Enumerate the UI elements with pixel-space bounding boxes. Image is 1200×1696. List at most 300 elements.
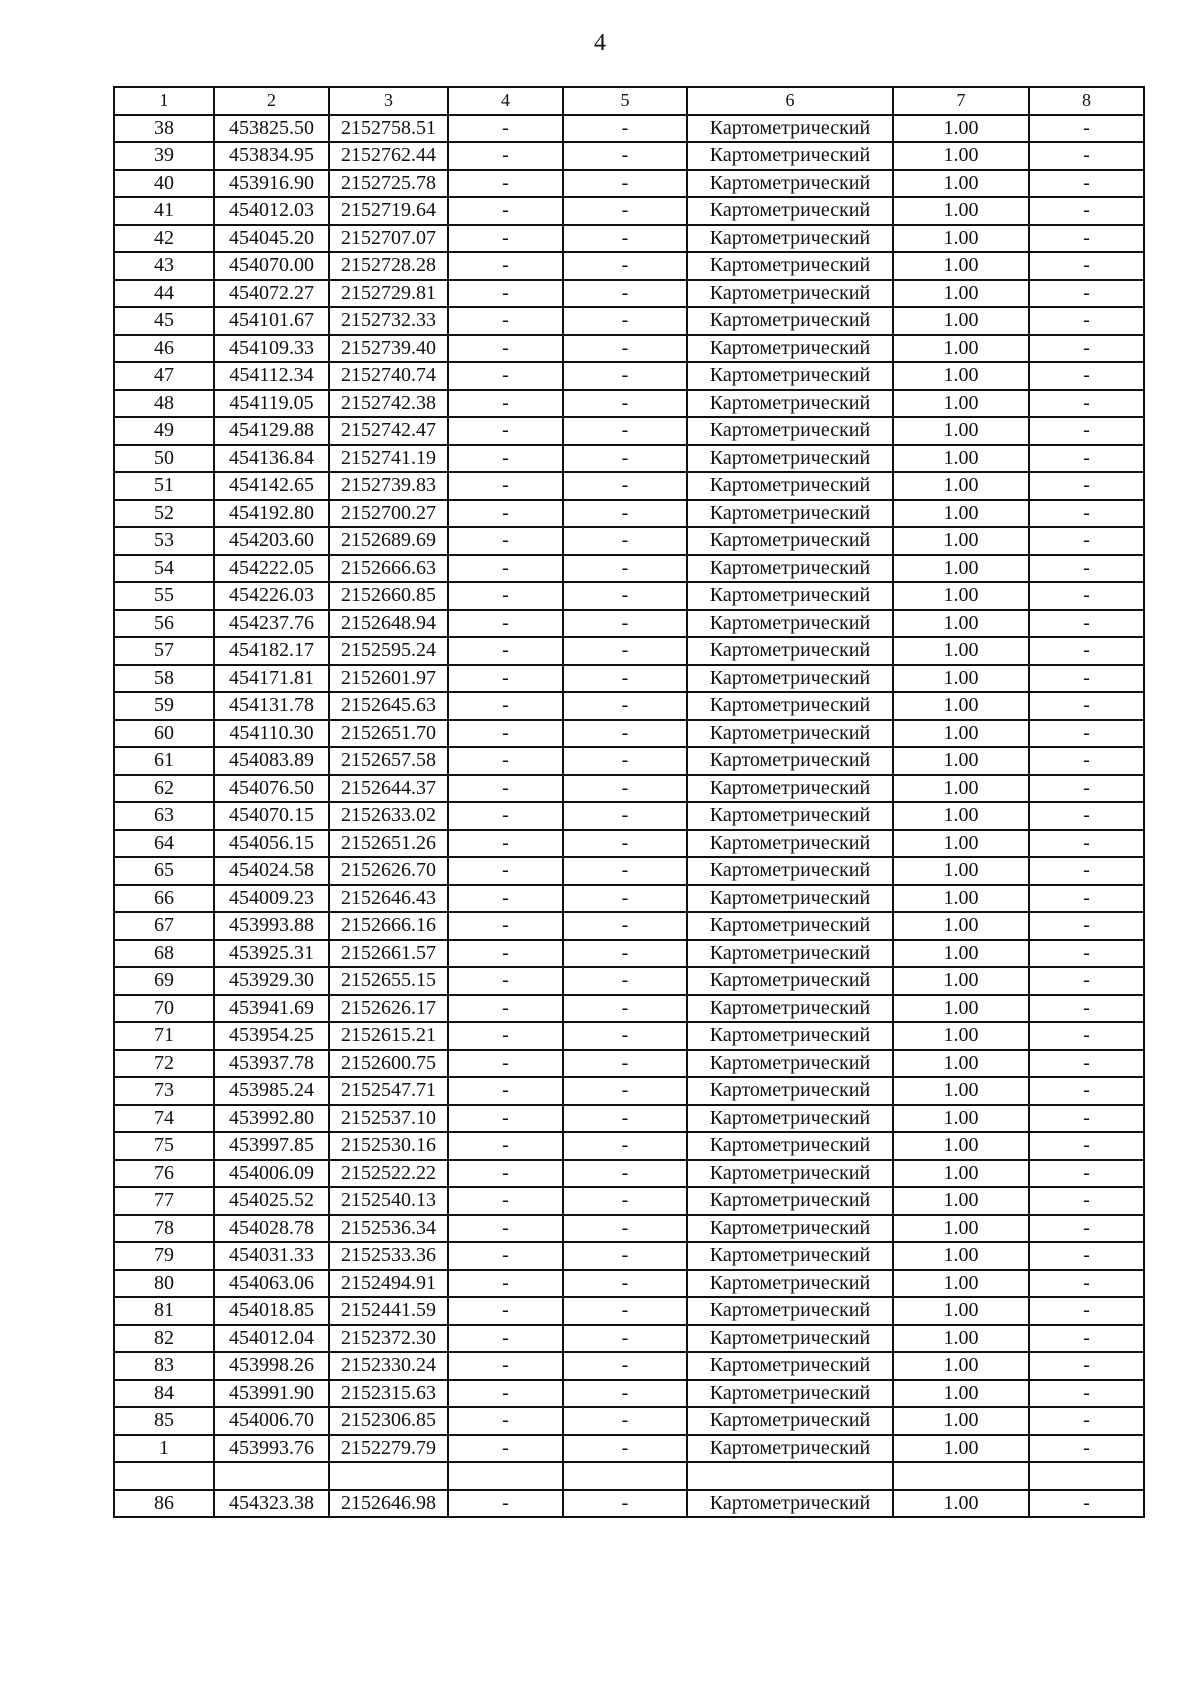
point-number-cell: 55 [114, 582, 214, 610]
precision-cell: 1.00 [893, 802, 1029, 830]
method-cell: Картометрический [687, 1132, 893, 1160]
x-coordinate-cell: 453825.50 [214, 115, 329, 143]
col5-cell: - [563, 390, 687, 418]
col5-cell: - [563, 142, 687, 170]
precision-cell: 1.00 [893, 280, 1029, 308]
col4-cell: - [448, 1215, 563, 1243]
method-cell: Картометрический [687, 747, 893, 775]
col4-cell: - [448, 1297, 563, 1325]
col5-cell: - [563, 472, 687, 500]
table-row [114, 335, 1144, 363]
y-coordinate-cell: 2152740.74 [329, 362, 448, 390]
point-number-cell: 1 [114, 1435, 214, 1463]
x-coordinate-cell: 454182.17 [214, 637, 329, 665]
col5-cell: - [563, 1105, 687, 1133]
table-row [114, 1325, 1144, 1353]
col5-cell: - [563, 1325, 687, 1353]
point-number-cell: 51 [114, 472, 214, 500]
col5-cell: - [563, 967, 687, 995]
x-coordinate-cell: 454024.58 [214, 857, 329, 885]
x-coordinate-cell: 454006.70 [214, 1407, 329, 1435]
table-row [114, 665, 1144, 693]
method-cell: Картометрический [687, 1380, 893, 1408]
x-coordinate-cell: 453991.90 [214, 1380, 329, 1408]
y-coordinate-cell: 2152626.17 [329, 995, 448, 1023]
point-number-cell: 53 [114, 527, 214, 555]
precision-cell: 1.00 [893, 115, 1029, 143]
col4-cell: - [448, 1132, 563, 1160]
table-row [114, 830, 1144, 858]
table-row [114, 857, 1144, 885]
col4-cell: - [448, 1050, 563, 1078]
col8-cell: - [1029, 582, 1144, 610]
y-coordinate-cell: 2152536.34 [329, 1215, 448, 1243]
precision-cell: 1.00 [893, 1215, 1029, 1243]
method-cell: Картометрический [687, 692, 893, 720]
y-coordinate-cell: 2152600.75 [329, 1050, 448, 1078]
col5-cell: - [563, 1077, 687, 1105]
table-row [114, 1462, 1144, 1490]
y-coordinate-cell: 2152729.81 [329, 280, 448, 308]
precision-cell: 1.00 [893, 857, 1029, 885]
table-row [114, 720, 1144, 748]
col5-cell: - [563, 445, 687, 473]
table-row [114, 115, 1144, 143]
col8-cell: - [1029, 830, 1144, 858]
y-coordinate-cell: 2152540.13 [329, 1187, 448, 1215]
x-coordinate-cell: 454171.81 [214, 665, 329, 693]
table-row [114, 390, 1144, 418]
point-number-cell: 56 [114, 610, 214, 638]
point-number-cell: 47 [114, 362, 214, 390]
precision-cell: 1.00 [893, 665, 1029, 693]
table-row [114, 1435, 1144, 1463]
precision-cell: 1.00 [893, 1132, 1029, 1160]
precision-cell: 1.00 [893, 582, 1029, 610]
method-cell: Картометрический [687, 1215, 893, 1243]
point-number-cell: 41 [114, 197, 214, 225]
col4-cell: - [448, 967, 563, 995]
method-cell: Картометрический [687, 1242, 893, 1270]
point-number-cell: 86 [114, 1490, 214, 1518]
col5-cell: - [563, 775, 687, 803]
precision-cell: 1.00 [893, 692, 1029, 720]
x-coordinate-cell: 454009.23 [214, 885, 329, 913]
col8-cell: - [1029, 1435, 1144, 1463]
col8-cell: - [1029, 857, 1144, 885]
point-number-cell: 80 [114, 1270, 214, 1298]
table-row [114, 995, 1144, 1023]
x-coordinate-cell: 453929.30 [214, 967, 329, 995]
x-coordinate-cell: 453925.31 [214, 940, 329, 968]
precision-cell: 1.00 [893, 142, 1029, 170]
col8-cell: - [1029, 1132, 1144, 1160]
table-row [114, 1050, 1144, 1078]
col5-cell: - [563, 1490, 687, 1518]
col4-cell: - [448, 857, 563, 885]
y-coordinate-cell: 2152725.78 [329, 170, 448, 198]
col4-cell: - [448, 1077, 563, 1105]
precision-cell [893, 1462, 1029, 1490]
table-row [114, 527, 1144, 555]
point-number-cell: 68 [114, 940, 214, 968]
col4-cell: - [448, 1242, 563, 1270]
method-cell: Картометрический [687, 417, 893, 445]
col4-cell: - [448, 775, 563, 803]
table-row [114, 555, 1144, 583]
precision-cell: 1.00 [893, 775, 1029, 803]
y-coordinate-cell [329, 1462, 448, 1490]
x-coordinate-cell: 454012.03 [214, 197, 329, 225]
column-header: 5 [563, 87, 687, 115]
column-header: 7 [893, 87, 1029, 115]
table-row [114, 362, 1144, 390]
method-cell: Картометрический [687, 307, 893, 335]
y-coordinate-cell: 2152494.91 [329, 1270, 448, 1298]
col4-cell: - [448, 417, 563, 445]
point-number-cell: 46 [114, 335, 214, 363]
y-coordinate-cell: 2152537.10 [329, 1105, 448, 1133]
x-coordinate-cell: 454323.38 [214, 1490, 329, 1518]
y-coordinate-cell: 2152689.69 [329, 527, 448, 555]
col8-cell: - [1029, 527, 1144, 555]
col5-cell: - [563, 280, 687, 308]
y-coordinate-cell: 2152626.70 [329, 857, 448, 885]
precision-cell: 1.00 [893, 1077, 1029, 1105]
col8-cell: - [1029, 472, 1144, 500]
point-number-cell: 61 [114, 747, 214, 775]
col4-cell: - [448, 170, 563, 198]
y-coordinate-cell: 2152707.07 [329, 225, 448, 253]
y-coordinate-cell: 2152666.16 [329, 912, 448, 940]
point-number-cell: 71 [114, 1022, 214, 1050]
table-row [114, 1215, 1144, 1243]
method-cell [687, 1462, 893, 1490]
col8-cell: - [1029, 1297, 1144, 1325]
x-coordinate-cell: 454012.04 [214, 1325, 329, 1353]
col8-cell: - [1029, 225, 1144, 253]
col5-cell: - [563, 500, 687, 528]
method-cell: Картометрический [687, 1160, 893, 1188]
method-cell: Картометрический [687, 1270, 893, 1298]
col8-cell: - [1029, 1270, 1144, 1298]
col8-cell: - [1029, 940, 1144, 968]
point-number-cell: 73 [114, 1077, 214, 1105]
method-cell: Картометрический [687, 1325, 893, 1353]
col4-cell: - [448, 335, 563, 363]
method-cell: Картометрический [687, 1407, 893, 1435]
method-cell: Картометрический [687, 500, 893, 528]
table-row [114, 142, 1144, 170]
col8-cell: - [1029, 1022, 1144, 1050]
col8-cell: - [1029, 500, 1144, 528]
x-coordinate-cell: 453992.80 [214, 1105, 329, 1133]
y-coordinate-cell: 2152655.15 [329, 967, 448, 995]
y-coordinate-cell: 2152651.26 [329, 830, 448, 858]
table-row [114, 747, 1144, 775]
y-coordinate-cell: 2152739.40 [329, 335, 448, 363]
table-row [114, 1352, 1144, 1380]
table-row [114, 912, 1144, 940]
col8-cell: - [1029, 1380, 1144, 1408]
col5-cell: - [563, 637, 687, 665]
col8-cell: - [1029, 170, 1144, 198]
table-row [114, 472, 1144, 500]
point-number-cell: 48 [114, 390, 214, 418]
precision-cell: 1.00 [893, 472, 1029, 500]
method-cell: Картометрический [687, 1490, 893, 1518]
y-coordinate-cell: 2152732.33 [329, 307, 448, 335]
y-coordinate-cell: 2152533.36 [329, 1242, 448, 1270]
x-coordinate-cell: 454076.50 [214, 775, 329, 803]
precision-cell: 1.00 [893, 252, 1029, 280]
method-cell: Картометрический [687, 390, 893, 418]
precision-cell: 1.00 [893, 335, 1029, 363]
precision-cell: 1.00 [893, 170, 1029, 198]
y-coordinate-cell: 2152633.02 [329, 802, 448, 830]
col5-cell: - [563, 720, 687, 748]
col5-cell: - [563, 1187, 687, 1215]
col4-cell: - [448, 637, 563, 665]
x-coordinate-cell: 454045.20 [214, 225, 329, 253]
col5-cell: - [563, 610, 687, 638]
point-number-cell: 60 [114, 720, 214, 748]
y-coordinate-cell: 2152742.38 [329, 390, 448, 418]
precision-cell: 1.00 [893, 1022, 1029, 1050]
point-number-cell: 76 [114, 1160, 214, 1188]
method-cell: Картометрический [687, 1022, 893, 1050]
point-number-cell: 69 [114, 967, 214, 995]
y-coordinate-cell: 2152547.71 [329, 1077, 448, 1105]
column-header: 2 [214, 87, 329, 115]
coordinates-table [113, 86, 1145, 1518]
col4-cell: - [448, 225, 563, 253]
method-cell: Картометрический [687, 665, 893, 693]
precision-cell: 1.00 [893, 1380, 1029, 1408]
method-cell: Картометрический [687, 115, 893, 143]
method-cell: Картометрический [687, 1077, 893, 1105]
point-number-cell: 74 [114, 1105, 214, 1133]
y-coordinate-cell: 2152661.57 [329, 940, 448, 968]
col4-cell: - [448, 830, 563, 858]
precision-cell: 1.00 [893, 1325, 1029, 1353]
col4-cell: - [448, 142, 563, 170]
x-coordinate-cell: 454112.34 [214, 362, 329, 390]
col8-cell: - [1029, 390, 1144, 418]
point-number-cell: 52 [114, 500, 214, 528]
col8-cell: - [1029, 1490, 1144, 1518]
method-cell: Картометрический [687, 1435, 893, 1463]
precision-cell: 1.00 [893, 555, 1029, 583]
col8-cell: - [1029, 1187, 1144, 1215]
col5-cell: - [563, 527, 687, 555]
table-row [114, 1132, 1144, 1160]
col4-cell: - [448, 500, 563, 528]
point-number-cell: 49 [114, 417, 214, 445]
col4-cell: - [448, 802, 563, 830]
col4-cell: - [448, 1022, 563, 1050]
header-row [114, 87, 1144, 115]
precision-cell: 1.00 [893, 445, 1029, 473]
x-coordinate-cell: 454018.85 [214, 1297, 329, 1325]
method-cell: Картометрический [687, 610, 893, 638]
point-number-cell: 38 [114, 115, 214, 143]
col4-cell: - [448, 692, 563, 720]
col4-cell: - [448, 1490, 563, 1518]
precision-cell: 1.00 [893, 912, 1029, 940]
precision-cell: 1.00 [893, 1242, 1029, 1270]
col5-cell: - [563, 1297, 687, 1325]
precision-cell: 1.00 [893, 967, 1029, 995]
column-header: 6 [687, 87, 893, 115]
point-number-cell: 58 [114, 665, 214, 693]
precision-cell: 1.00 [893, 830, 1029, 858]
col8-cell: - [1029, 1160, 1144, 1188]
col4-cell: - [448, 1435, 563, 1463]
col4-cell: - [448, 555, 563, 583]
col8-cell: - [1029, 1325, 1144, 1353]
col5-cell: - [563, 1022, 687, 1050]
point-number-cell: 67 [114, 912, 214, 940]
method-cell: Картометрический [687, 637, 893, 665]
y-coordinate-cell: 2152315.63 [329, 1380, 448, 1408]
precision-cell: 1.00 [893, 637, 1029, 665]
col5-cell: - [563, 170, 687, 198]
col5-cell: - [563, 1132, 687, 1160]
y-coordinate-cell: 2152595.24 [329, 637, 448, 665]
precision-cell: 1.00 [893, 307, 1029, 335]
x-coordinate-cell: 454101.67 [214, 307, 329, 335]
method-cell: Картометрический [687, 995, 893, 1023]
precision-cell: 1.00 [893, 995, 1029, 1023]
col4-cell: - [448, 747, 563, 775]
point-number-cell: 65 [114, 857, 214, 885]
point-number-cell: 64 [114, 830, 214, 858]
col8-cell: - [1029, 445, 1144, 473]
point-number-cell: 75 [114, 1132, 214, 1160]
col4-cell: - [448, 1352, 563, 1380]
table-row [114, 1297, 1144, 1325]
col8-cell: - [1029, 1050, 1144, 1078]
method-cell: Картометрический [687, 830, 893, 858]
y-coordinate-cell: 2152739.83 [329, 472, 448, 500]
col5-cell: - [563, 1352, 687, 1380]
y-coordinate-cell: 2152660.85 [329, 582, 448, 610]
table-row [114, 1105, 1144, 1133]
col8-cell: - [1029, 362, 1144, 390]
col8-cell: - [1029, 692, 1144, 720]
col4-cell: - [448, 1325, 563, 1353]
y-coordinate-cell: 2152279.79 [329, 1435, 448, 1463]
col4-cell: - [448, 940, 563, 968]
table-row [114, 252, 1144, 280]
x-coordinate-cell: 453954.25 [214, 1022, 329, 1050]
y-coordinate-cell: 2152601.97 [329, 665, 448, 693]
col4-cell: - [448, 912, 563, 940]
point-number-cell [114, 1462, 214, 1490]
table-row [114, 885, 1144, 913]
method-cell: Картометрический [687, 802, 893, 830]
x-coordinate-cell: 454237.76 [214, 610, 329, 638]
x-coordinate-cell [214, 1462, 329, 1490]
x-coordinate-cell: 454031.33 [214, 1242, 329, 1270]
x-coordinate-cell: 454063.06 [214, 1270, 329, 1298]
x-coordinate-cell: 454142.65 [214, 472, 329, 500]
col8-cell: - [1029, 912, 1144, 940]
col5-cell: - [563, 747, 687, 775]
col8-cell: - [1029, 142, 1144, 170]
x-coordinate-cell: 453993.76 [214, 1435, 329, 1463]
point-number-cell: 84 [114, 1380, 214, 1408]
method-cell: Картометрический [687, 142, 893, 170]
col4-cell: - [448, 307, 563, 335]
y-coordinate-cell: 2152306.85 [329, 1407, 448, 1435]
method-cell: Картометрический [687, 225, 893, 253]
col5-cell: - [563, 582, 687, 610]
y-coordinate-cell: 2152372.30 [329, 1325, 448, 1353]
precision-cell: 1.00 [893, 747, 1029, 775]
precision-cell: 1.00 [893, 1050, 1029, 1078]
precision-cell: 1.00 [893, 1187, 1029, 1215]
col5-cell: - [563, 940, 687, 968]
precision-cell: 1.00 [893, 1297, 1029, 1325]
col4-cell: - [448, 1105, 563, 1133]
point-number-cell: 81 [114, 1297, 214, 1325]
table-row [114, 967, 1144, 995]
table-row [114, 610, 1144, 638]
x-coordinate-cell: 454222.05 [214, 555, 329, 583]
table-row [114, 1242, 1144, 1270]
method-cell: Картометрический [687, 362, 893, 390]
table-row [114, 1407, 1144, 1435]
column-header: 8 [1029, 87, 1144, 115]
y-coordinate-cell: 2152644.37 [329, 775, 448, 803]
y-coordinate-cell: 2152615.21 [329, 1022, 448, 1050]
x-coordinate-cell: 454028.78 [214, 1215, 329, 1243]
table-row [114, 1380, 1144, 1408]
precision-cell: 1.00 [893, 225, 1029, 253]
x-coordinate-cell: 454131.78 [214, 692, 329, 720]
point-number-cell: 42 [114, 225, 214, 253]
x-coordinate-cell: 454070.00 [214, 252, 329, 280]
method-cell: Картометрический [687, 1050, 893, 1078]
y-coordinate-cell: 2152657.58 [329, 747, 448, 775]
method-cell: Картометрический [687, 1187, 893, 1215]
x-coordinate-cell: 454070.15 [214, 802, 329, 830]
y-coordinate-cell: 2152648.94 [329, 610, 448, 638]
point-number-cell: 83 [114, 1352, 214, 1380]
point-number-cell: 43 [114, 252, 214, 280]
col5-cell: - [563, 1435, 687, 1463]
col4-cell: - [448, 362, 563, 390]
column-header: 1 [114, 87, 214, 115]
col5-cell: - [563, 830, 687, 858]
col8-cell: - [1029, 197, 1144, 225]
point-number-cell: 77 [114, 1187, 214, 1215]
table-row [114, 1077, 1144, 1105]
table-row [114, 307, 1144, 335]
table-row [114, 417, 1144, 445]
col4-cell: - [448, 197, 563, 225]
col5-cell: - [563, 912, 687, 940]
col4-cell: - [448, 720, 563, 748]
col4-cell: - [448, 527, 563, 555]
col4-cell: - [448, 280, 563, 308]
method-cell: Картометрический [687, 445, 893, 473]
point-number-cell: 57 [114, 637, 214, 665]
col4-cell: - [448, 995, 563, 1023]
x-coordinate-cell: 453834.95 [214, 142, 329, 170]
